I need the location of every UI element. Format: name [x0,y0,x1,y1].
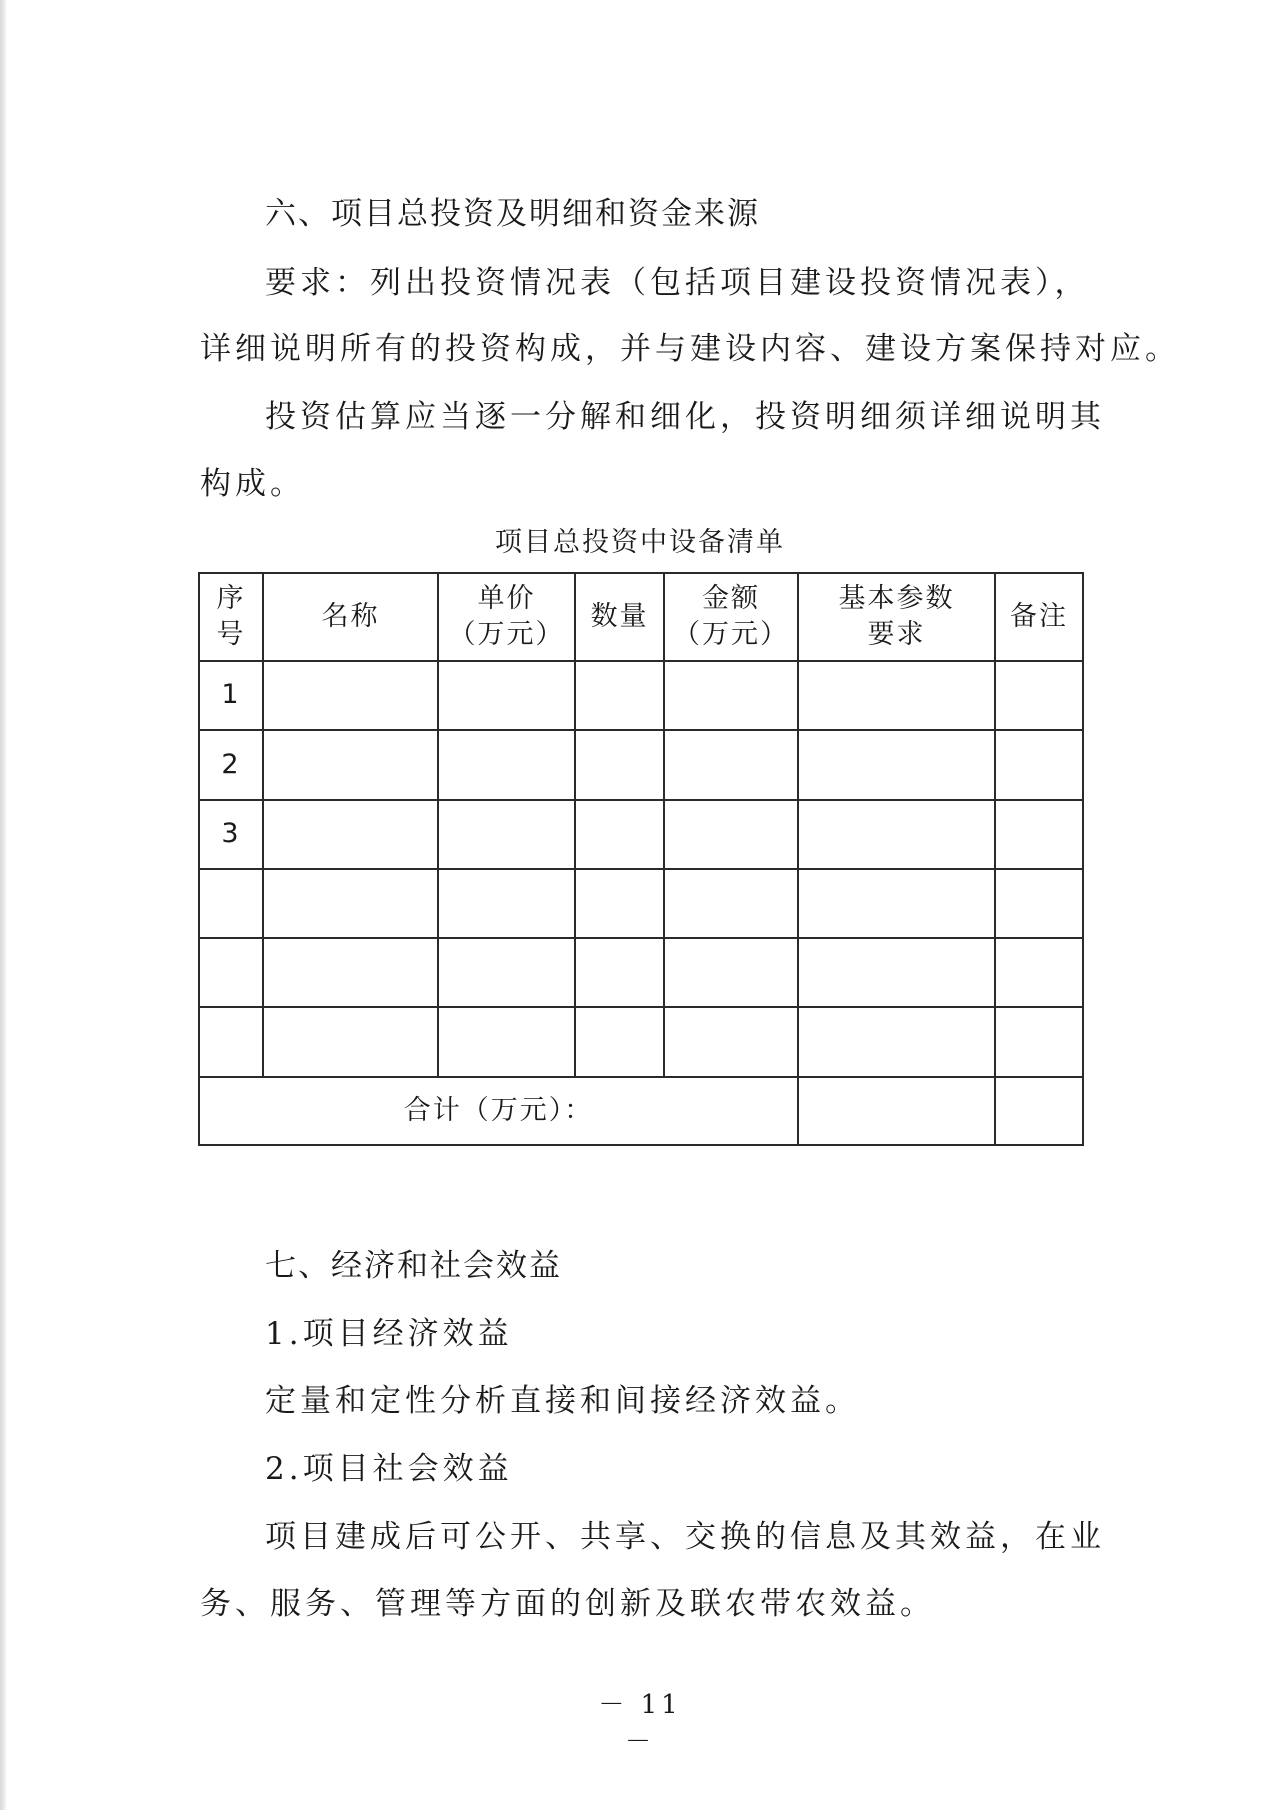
row-seq: 2 [199,730,263,799]
table-row [199,661,1083,730]
row-cell [438,869,575,938]
row-cell [263,1007,438,1076]
row-cell [995,938,1083,1007]
row-cell [664,800,798,869]
header-params: 基本参数 要求 [798,573,995,661]
row-cell [798,730,995,799]
row-cell [438,800,575,869]
row-cell [798,1007,995,1076]
table-row [199,869,1083,938]
header-quantity: 数量 [575,573,664,661]
section6-estimate-line2: 构成。 [200,466,305,502]
row-seq [199,1007,263,1076]
row-cell [263,869,438,938]
row-cell [664,730,798,799]
row-cell [575,938,664,1007]
table-row [199,800,1083,869]
header-remarks: 备注 [995,573,1083,661]
row-cell [263,661,438,730]
row-cell [995,800,1083,869]
row-cell [664,869,798,938]
row-cell [438,661,575,730]
row-cell [798,938,995,1007]
row-cell [575,800,664,869]
total-row [199,1077,1083,1145]
total-label: 合计（万元）： [199,1077,798,1145]
section7-sub2-title: 2.项目社会效益 [265,1451,513,1487]
header-seq: 序号 [199,573,263,661]
row-cell [263,938,438,1007]
row-cell [575,730,664,799]
row-cell [995,661,1083,730]
row-seq: 3 [199,800,263,869]
row-cell [575,1007,664,1076]
total-cell [995,1077,1083,1145]
row-cell [995,730,1083,799]
row-seq [199,869,263,938]
header-unit-price: 单价 （万元） [438,573,575,661]
table-header-row [199,573,1083,661]
row-cell [664,1007,798,1076]
row-cell [575,661,664,730]
row-cell [995,869,1083,938]
row-cell [438,1007,575,1076]
section6-heading: 六、项目总投资及明细和资金来源 [265,196,760,232]
total-cell [798,1077,995,1145]
row-cell [263,730,438,799]
row-cell [798,661,995,730]
row-cell [798,800,995,869]
header-amount: 金额 （万元） [664,573,798,661]
section7-sub1-text: 定量和定性分析直接和间接经济效益。 [265,1383,860,1419]
section6-estimate-line1: 投资估算应当逐一分解和细化，投资明细须详细说明其 [265,399,1105,435]
page-number: － 11 － [598,1690,682,1757]
row-cell [438,730,575,799]
section6-requirement-line2: 详细说明所有的投资构成，并与建设内容、建设方案保持对应。 [200,331,1180,367]
row-cell [575,869,664,938]
equipment-table-title: 项目总投资中设备清单 [495,527,785,558]
row-cell [438,938,575,1007]
section7-heading: 七、经济和社会效益 [265,1248,562,1284]
row-cell [664,938,798,1007]
table-row [199,938,1083,1007]
equipment-table [198,572,1084,1146]
section7-sub2-line2: 务、服务、管理等方面的创新及联农带农效益。 [200,1586,935,1622]
scan-edge [0,0,6,1810]
row-cell [995,1007,1083,1076]
header-name: 名称 [263,573,438,661]
section7-sub1-title: 1.项目经济效益 [265,1316,513,1352]
row-cell [798,869,995,938]
row-seq: 1 [199,661,263,730]
row-cell [664,661,798,730]
row-seq [199,938,263,1007]
section7-sub2-line1: 项目建成后可公开、共享、交换的信息及其效益，在业 [265,1519,1105,1555]
table-row [199,730,1083,799]
row-cell [263,800,438,869]
section6-requirement-line1: 要求：列出投资情况表（包括项目建设投资情况表）， [265,265,1090,301]
table-row [199,1007,1083,1076]
